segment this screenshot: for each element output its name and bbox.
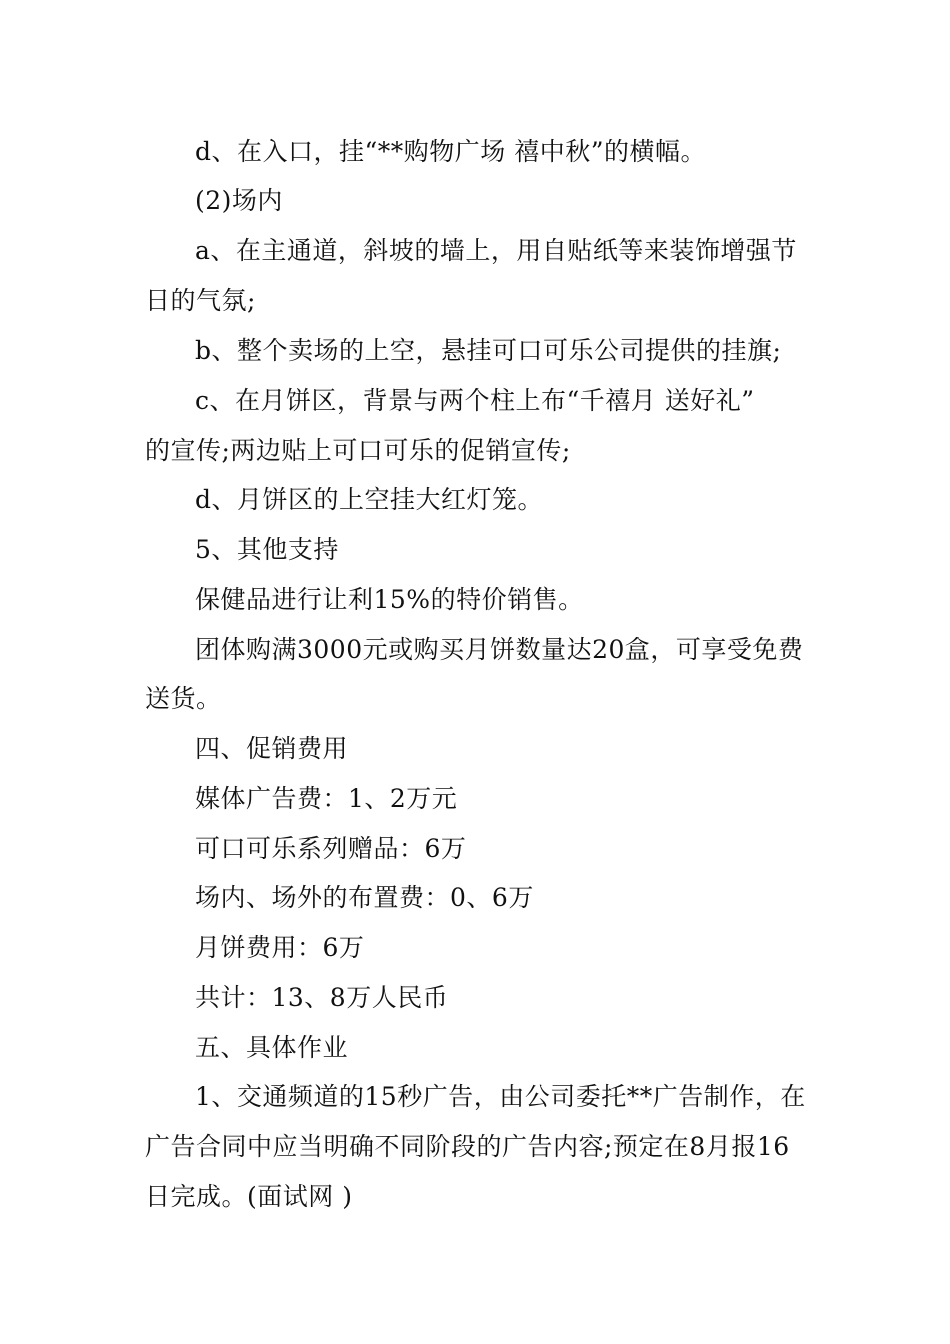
section-heading: 四、促销费用 <box>195 734 349 763</box>
cost-total: 共计：13、8万人民币 <box>195 983 449 1012</box>
text-line: 送货。 <box>145 684 222 713</box>
section-heading: (2)场内 <box>195 186 283 215</box>
cost-item: 可口可乐系列赠品：6万 <box>195 834 467 863</box>
cost-item: 媒体广告费：1、2万元 <box>195 784 458 813</box>
text-line: d、月饼区的上空挂大红灯笼。 <box>195 485 544 514</box>
text-line: d、在入口，挂“**购物广场 禧中秋”的横幅。 <box>195 137 707 166</box>
section-heading: 5、其他支持 <box>195 535 339 564</box>
text-line: 团体购满3000元或购买月饼数量达20盒，可享受免费 <box>195 635 804 664</box>
cost-item: 月饼费用：6万 <box>195 933 365 962</box>
text-line: 广告合同中应当明确不同阶段的广告内容;预定在8月报16 <box>145 1132 790 1161</box>
text-line: 1、交通频道的15秒广告，由公司委托**广告制作，在 <box>195 1082 806 1111</box>
cost-item: 场内、场外的布置费：0、6万 <box>195 883 534 912</box>
text-line: c、在月饼区，背景与两个柱上布“千禧月 送好礼” <box>195 386 755 415</box>
text-line: b、整个卖场的上空，悬挂可口可乐公司提供的挂旗; <box>195 336 782 365</box>
text-line: 日的气氛; <box>145 286 256 315</box>
section-heading: 五、具体作业 <box>195 1033 349 1062</box>
text-line: 的宣传;两边贴上可口可乐的促销宣传; <box>145 436 571 465</box>
text-line: 日完成。(面试网 ) <box>145 1182 353 1211</box>
text-line: 保健品进行让利15%的特价销售。 <box>195 585 584 614</box>
text-line: a、在主通道，斜坡的墙上，用自贴纸等来装饰增强节 <box>195 236 797 265</box>
